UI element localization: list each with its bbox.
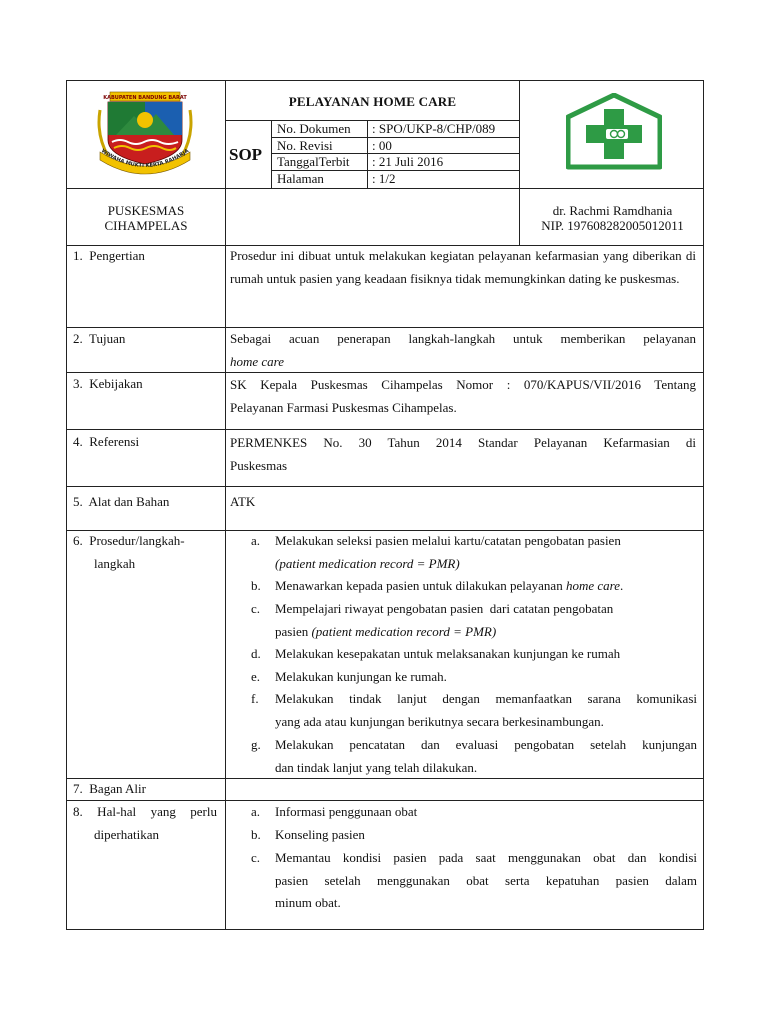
procedure-item-f-mark: f. — [251, 691, 259, 706]
procedure-item-c-line2-italic: (patient medication record = PMR) — [311, 623, 497, 639]
row-line-4 — [66, 486, 704, 487]
procedure-item-g-line2: dan tindak lanjut yang telah dilakukan. — [275, 759, 478, 775]
attention-item-c-mark: c. — [251, 850, 261, 865]
procedure-item-e-text: Melakukan kunjungan ke rumah. — [275, 669, 447, 684]
docinfo-label-halaman: Halaman — [277, 171, 324, 186]
row-line-3 — [66, 429, 704, 430]
procedure-item-b-text — [275, 575, 697, 598]
header-divider-right — [519, 80, 520, 189]
sop-label: SOP — [229, 145, 263, 164]
attention-item-b-mark: b. — [251, 827, 261, 842]
procedure-item-a-line2: (patient medication record = PMR) — [275, 555, 460, 571]
row-text-kebijakan — [230, 373, 696, 419]
docinfo-value-tanggal: : 21 Juli 2016 — [372, 154, 444, 169]
row-label-hal-line1-text: 8. Hal-hal yang perlu — [73, 804, 217, 819]
docinfo-left-border — [271, 120, 272, 188]
docinfo-label-nodokumen: No. Dokumen — [277, 121, 351, 136]
table-border-bottom — [66, 929, 704, 930]
procedure-item-g-mark: g. — [251, 737, 261, 752]
org-name-line2: CIHAMPELAS — [104, 218, 188, 233]
row-label-hal-line2: diperhatikan — [94, 827, 159, 842]
row-text-referensi — [230, 431, 696, 477]
procedure-item-d — [251, 643, 697, 666]
procedure-item-d-text: Melakukan kesepakatan untuk melaksanakan kunjungan ke rumah — [275, 646, 621, 661]
procedure-item-c-line2-wrap — [275, 621, 697, 644]
row-text-tujuan-main: Sebagai acuan penerapan langkah-langkah untuk memberikan pelayanan — [230, 331, 696, 346]
row-label-alat-bahan: 5. Alat dan Bahan — [73, 494, 170, 509]
attention-item-a-mark: a. — [251, 804, 261, 819]
row-label-bagan-alir: 7. Bagan Alir — [73, 781, 146, 796]
docinfo-label-tanggal: TanggalTerbit — [277, 154, 350, 169]
procedure-item-c-line1: Mempelajari riwayat pengobatan pasien dari catatan pengobatan — [275, 601, 614, 616]
attention-item-a — [251, 801, 697, 824]
row-text-alat-bahan: ATK — [230, 494, 256, 509]
procedure-item-a-line1: Melakukan seleksi pasien melalui kartu/catatan pengobatan pasien — [275, 533, 621, 548]
procedure-item-b — [251, 575, 697, 598]
attention-item-b — [251, 824, 697, 847]
row-label-referensi: 4. Referensi — [73, 434, 140, 449]
procedure-item-e — [251, 666, 697, 689]
procedure-item-d-mark: d. — [251, 646, 261, 661]
procedure-item-a-mark: a. — [251, 533, 261, 548]
procedure-item-b-mark: b. — [251, 578, 261, 593]
procedure-item-c-mark: c. — [251, 601, 261, 616]
row-text-referensi-line1: PERMENKES No. 30 Tahun 2014 Standar Pelayanan Kefarmasian di — [230, 435, 696, 450]
header-bottom-line — [66, 188, 704, 189]
procedure-item-b-end: . — [619, 578, 624, 593]
org-row-divider-left — [225, 188, 226, 246]
row-label-prosedur-line2: langkah — [94, 556, 136, 571]
row-text-referensi-line2: Puskesmas — [230, 458, 288, 473]
attention-item-a-text: Informasi penggunaan obat — [275, 804, 418, 819]
attention-item-c-text — [275, 847, 697, 915]
org-name-line1: PUSKESMAS — [107, 203, 185, 218]
procedure-item-c — [251, 598, 697, 644]
signer-name: dr. Rachmi Ramdhania — [552, 203, 673, 218]
procedure-item-b-main: Menawarkan kepada pasien untuk dilakukan pelayanan — [275, 578, 563, 593]
attention-item-c — [251, 847, 697, 917]
row-text-pengertian: Prosedur ini dibuat untuk melakukan kegiatan pelayanan kefarmasian yang diberikan di rumah untuk pasien yang keadaan fisiknya tidak memungkinkan dating ke puskesmas. — [230, 248, 696, 286]
procedure-item-c-text — [275, 598, 697, 643]
row-label-prosedur-line1: 6. Prosedur/langkah- — [73, 533, 185, 548]
attention-item-c-line3: minum obat. — [275, 895, 341, 911]
kabupaten-emblem-logo — [94, 90, 196, 176]
row-text-kebijakan-line1: SK Kepala Puskesmas Cihampelas Nomor : 070/KAPUS/VII/2016 Tentang — [230, 377, 696, 392]
attention-item-c-line1: Memantau kondisi pasien pada saat menggunakan obat dan kondisi — [275, 850, 697, 865]
signer-nip: NIP. 197608282005012011 — [541, 218, 684, 233]
procedure-item-g-text — [275, 734, 697, 779]
procedure-item-b-italic: home care — [565, 578, 620, 593]
procedure-item-f-text — [275, 688, 697, 733]
puskesmas-cross-logo — [566, 93, 662, 173]
procedure-item-c-line2: pasien — [275, 623, 309, 639]
docinfo-value-halaman: : 1/2 — [372, 171, 396, 186]
attention-item-b-text: Konseling pasien — [275, 827, 365, 842]
procedure-item-f-line2: yang ada atau kunjungan berikutnya secara berkesinambungan. — [275, 713, 604, 729]
row-text-kebijakan-line2: Pelayanan Farmasi Puskesmas Cihampelas. — [230, 400, 457, 415]
row-text-tujuan-italic: home care — [230, 353, 285, 369]
procedure-item-a-text — [275, 530, 697, 575]
procedure-item-f — [251, 688, 697, 734]
row-label-pengertian: 1. Pengertian — [73, 248, 145, 263]
body-column-divider — [225, 245, 226, 930]
docinfo-label-norevisi: No. Revisi — [277, 138, 333, 153]
document-title: PELAYANAN HOME CARE — [288, 94, 457, 109]
row-label-hal-line1 — [73, 801, 217, 824]
docinfo-col-divider — [367, 120, 368, 188]
procedure-item-g-line1: Melakukan pencatatan dan evaluasi pengobatan setelah kunjungan — [275, 737, 697, 752]
emblem-motto-text: WIWAHA MUKTI KERTA RAHARJA — [99, 148, 191, 170]
row-label-tujuan: 2. Tujuan — [73, 331, 126, 346]
attention-item-c-line2: pasien setelah menggunakan obat serta kepatuhan pasien dalam — [275, 872, 697, 888]
docinfo-value-norevisi: : 00 — [372, 138, 392, 153]
row-text-tujuan — [230, 328, 696, 373]
procedure-item-g — [251, 734, 697, 780]
emblem-top-text: KABUPATEN BANDUNG BARAT — [103, 95, 187, 101]
procedure-item-e-mark: e. — [251, 669, 261, 684]
row-label-kebijakan: 3. Kebijakan — [73, 376, 143, 391]
org-row-divider-right — [519, 188, 520, 246]
procedure-item-a — [251, 530, 697, 576]
procedure-item-f-line1: Melakukan tindak lanjut dengan memanfaatkan sarana komunikasi — [275, 691, 697, 706]
docinfo-value-nodokumen: : SPO/UKP-8/CHP/089 — [372, 121, 496, 136]
table-border-top — [66, 80, 704, 81]
